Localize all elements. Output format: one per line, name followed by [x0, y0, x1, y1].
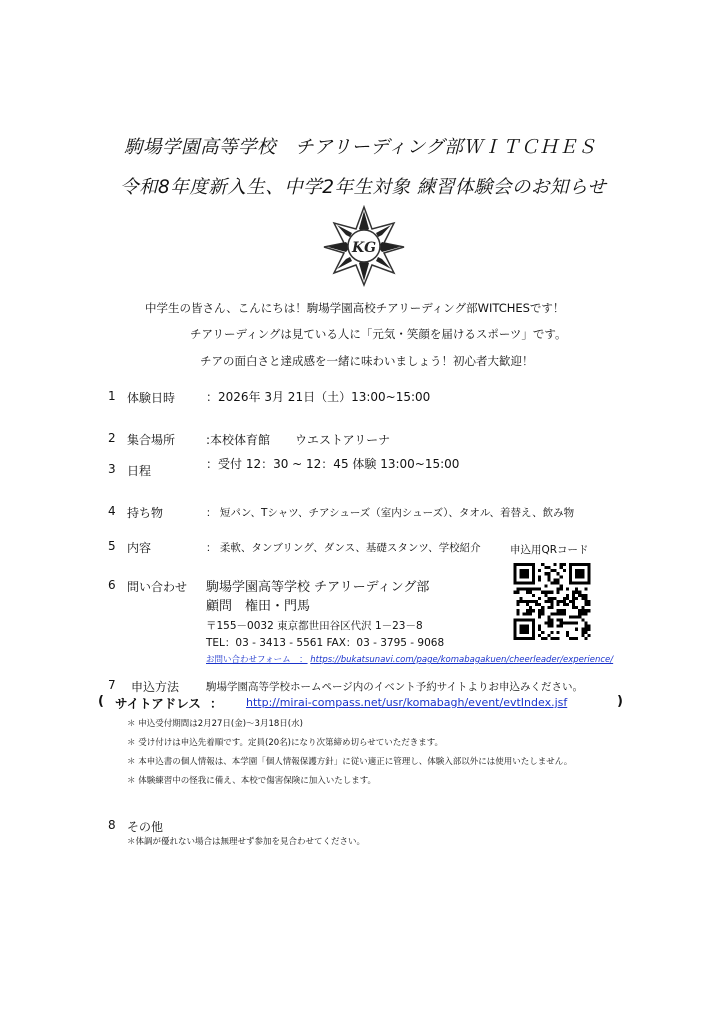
- qr-code-image[interactable]: [512, 563, 592, 640]
- contact-org: 駒場学園高等学校 チアリーディング部: [206, 580, 430, 595]
- title-line-2: 令和8年度新入生、中学2年生対象 練習体験会のお知らせ: [120, 177, 607, 198]
- apply-note-4: ＊ 体験練習中の怪我に備え、本校で傷害保険に加入いたします。: [127, 776, 377, 786]
- item-number-3: 3: [108, 462, 116, 476]
- contact-form-label[interactable]: お問い合わせフォーム ：: [206, 655, 308, 665]
- logo-text: KG: [351, 240, 377, 256]
- apply-note-1: ＊ 申込受付期間は2月27日(金)～3月18日(水): [127, 719, 303, 729]
- contact-tel-fax: TEL：03 - 3413 - 5561 FAX：03 - 3795 - 9068: [206, 637, 445, 649]
- intro-line-2: チアリーディングは見ている人に「元気・笑顔を届けるスポーツ」です。: [190, 327, 567, 341]
- club-emblem-logo: [322, 205, 406, 287]
- intro-line-1: 中学生の皆さん、こんにちは！駒場学園高校チアリーディング部WITCHESです！: [145, 301, 565, 315]
- apply-note-2: ＊ 受け付けは申込先着順です。定員(20名)になり次第締め切らせていただきます。: [127, 738, 444, 748]
- intro-line-3: チアの面白さと達成感を一緒に味わいましょう！初心者大歓迎！: [200, 354, 534, 368]
- site-close-paren: ): [617, 694, 623, 709]
- contact-form-link[interactable]: [206, 653, 613, 665]
- content-value: ： 柔軟、タンブリング、ダンス、基礎スタンツ、学校紹介: [206, 542, 481, 554]
- schedule-value: ：受付 12：30 ~ 12：45 体験 13:00~15:00: [206, 457, 460, 471]
- item-number-2: 2: [108, 431, 116, 445]
- content-label: 内容: [127, 541, 152, 555]
- item-number-4: 4: [108, 504, 116, 518]
- other-label: その他: [127, 820, 164, 834]
- item-number-8: 8: [108, 818, 116, 832]
- apply-note-3: ＊ 本申込書の個人情報は、本学園「個人情報保護方針」に従い適正に管理し、体験入部以外には使用いたしません。: [127, 757, 573, 767]
- belongings-label: 持ち物: [127, 506, 164, 520]
- item-number-5: 5: [108, 539, 116, 553]
- contact-label: 問い合わせ: [127, 580, 188, 594]
- site-address-label: サイトアドレス: [115, 696, 201, 711]
- contact-advisor: 顧問 権田・門馬: [206, 599, 311, 614]
- item-number-6: 6: [108, 578, 116, 592]
- date-value: ：2026年 3月 21日（土）13:00~15:00: [206, 390, 431, 404]
- belongings-value: ： 短パン、Tシャツ、チアシューズ（室内シューズ）、タオル、着替え、飲み物: [206, 507, 575, 519]
- item-number-7: 7: [108, 678, 116, 692]
- item-number-1: 1: [108, 389, 116, 403]
- venue-value-2: ウエストアリーナ: [295, 433, 391, 447]
- qr-caption: 申込用QRコード: [510, 544, 589, 556]
- apply-label: 申込方法: [131, 680, 180, 694]
- venue-value: :本校体育館: [206, 433, 271, 447]
- contact-form-url[interactable]: https://bukatsunavi.com/page/komabagakuen/cheerleader/experience/: [310, 655, 614, 665]
- site-address-colon: ：: [210, 696, 223, 711]
- schedule-label: 日程: [127, 464, 152, 478]
- title-line-1: 駒場学園高等学校 チアリーディング部ＷＩＴＣＨＥＳ: [124, 137, 597, 158]
- venue-label: 集合場所: [127, 433, 176, 447]
- apply-value: 駒場学園高等学校ホームページ内のイベント予約サイトよりお申込みください。: [206, 681, 584, 693]
- contact-address: 〒155－0032 東京都世田谷区代沢 1－23－8: [206, 620, 423, 632]
- other-note: ＊体調が優れない場合は無理せず参加を見合わせてください。: [127, 837, 366, 847]
- site-open-paren: (: [98, 694, 104, 709]
- site-address-url[interactable]: http://mirai-compass.net/usr/komabagh/event/evtIndex.jsf: [246, 696, 568, 709]
- date-label: 体験日時: [127, 391, 176, 405]
